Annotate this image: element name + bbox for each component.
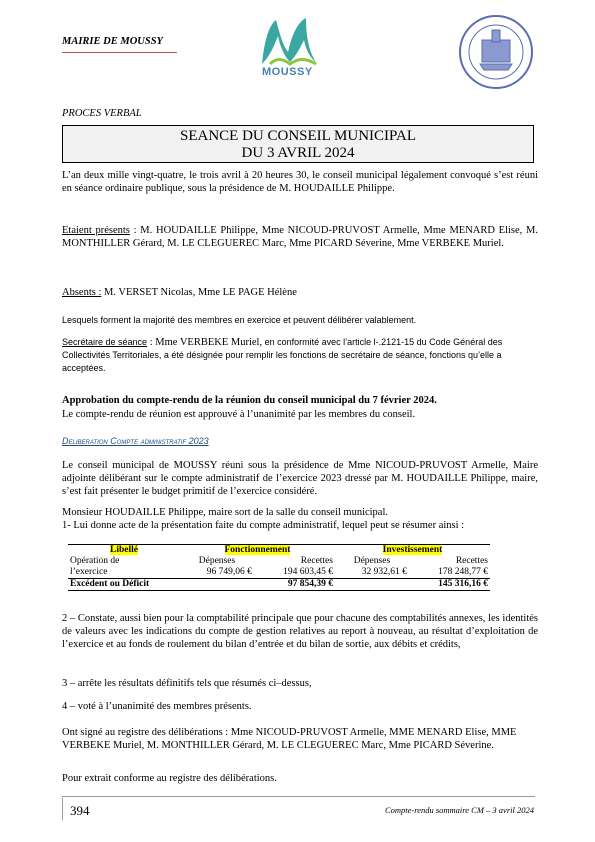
secretaire-name: : Mme VERBEKE Muriel, bbox=[147, 337, 263, 348]
point-1: 1- Lui donne acte de la présentation faite du compte administratif, lequel peut se résumer ainsi : bbox=[62, 520, 465, 531]
point-2: 2 – Constate, aussi bien pour la comptabilité principale que pour chacune des comptabilités annexes, les identités de valeurs avec les indications du compte de gestion relatives au report à nouveau, au résultat d’exploitation de l’exercice et au fonds de roulement du bilan d’entrée et du bilan de sortie, aux débits et crédits, bbox=[62, 613, 538, 650]
deliberation-paragraph: Le conseil municipal de MOUSSY réuni sous la présidence de Mme NICOUD-PRUVOST Armelle, Maire adjointe délibérant sur le compte administratif de l’exercice 2023 dressé par M. HOUDAILLE Philippe, maire, s’est fait présenter le budget primitif de l’exercice considéré. bbox=[62, 460, 538, 497]
mairie-header: MAIRIE DE MOUSSY bbox=[62, 36, 163, 47]
deliberation-title: Deliberation Compte administratif 2023 bbox=[62, 436, 209, 446]
col-fonctionnement: Fonctionnement bbox=[224, 545, 291, 555]
i-recettes-header: Recettes bbox=[455, 556, 488, 566]
f-depenses-value: 96 749,06 € bbox=[206, 567, 252, 577]
town-seal bbox=[458, 14, 534, 90]
f-excedent-value: 97 854,39 € bbox=[254, 579, 335, 591]
f-recettes-header: Recettes bbox=[300, 556, 333, 566]
presents-text: : M. HOUDAILLE Philippe, Mme NICOUD-PRUVOST Armelle, Mme MENARD Elise, M. MONTHILLER Gérard, M. LE CLEGUEREC Marc, Mme PICARD Séverine, Mme VERBEKE Muriel. bbox=[62, 225, 538, 249]
seal-icon bbox=[458, 14, 534, 90]
proces-verbal-label: PROCES VERBAL bbox=[62, 108, 142, 119]
i-depenses-value: 32 932,61 € bbox=[361, 567, 407, 577]
footer-divider bbox=[62, 796, 535, 797]
approbation-heading: Approbation du compte-rendu de la réunion du conseil municipal du 7 février 2024. bbox=[62, 395, 437, 406]
signatures-paragraph: Ont signé au registre des délibérations : Mme NICOUD-PRUVOST Armelle, MME MENARD Elise, MME VERBEKE Muriel, M. MONTHILLER Gérard, M. LE CLEGUEREC Marc, Mme PICARD Séverine. bbox=[62, 727, 517, 751]
secretaire-label: Secrétaire de séance bbox=[62, 337, 148, 347]
row-label-1: Opération de bbox=[70, 556, 120, 566]
f-depenses-header: Dépenses bbox=[198, 556, 236, 566]
page-number-bar bbox=[62, 798, 63, 820]
header-underline bbox=[62, 52, 177, 53]
point-3: 3 – arrête les résultats définitifs tels que résumés ci–dessus, bbox=[62, 678, 312, 689]
f-recettes-value: 194 603,45 € bbox=[283, 567, 333, 577]
title-line1: SEANCE DU CONSEIL MUNICIPAL bbox=[180, 128, 416, 144]
absents-paragraph bbox=[62, 286, 538, 299]
page-number: 394 bbox=[70, 803, 90, 818]
financial-table bbox=[68, 544, 490, 591]
i-recettes-value: 178 248,77 € bbox=[438, 567, 488, 577]
presents-label: Etaient présents bbox=[62, 225, 130, 236]
intro-paragraph: L’an deux mille vingt-quatre, le trois avril à 20 heures 30, le conseil municipal légalement convoqué s’est réuni en séance ordinaire publique, sous la présidence de M. HOUDAILLE Philippe. bbox=[62, 170, 538, 194]
logo-mark-icon bbox=[250, 14, 332, 70]
point-4: 4 – voté à l’unanimité des membres présents. bbox=[62, 701, 252, 712]
houdaille-line: Monsieur HOUDAILLE Philippe, maire sort de la salle du conseil municipal. bbox=[62, 507, 389, 518]
approbation-text: Le compte-rendu de réunion est approuvé à l’unanimité par les membres du conseil. bbox=[62, 409, 416, 420]
secretaire-text: en conformité avec l’article l-.2121-15 du Code Général des Collectivités Territoriales, a été désignée pour remplir les fonctions de secrétaire de séance, fonctions qu’elle a acceptées. bbox=[62, 337, 503, 373]
logo-text: MOUSSY bbox=[262, 66, 313, 78]
presents-paragraph bbox=[62, 224, 538, 250]
footer-caption: Compte-rendu sommaire CM – 3 avril 2024 bbox=[384, 805, 534, 815]
col-investissement: Investissement bbox=[382, 545, 443, 555]
quorum-paragraph: Lesquels forment la majorité des membres en exercice et peuvent délibérer valablement. bbox=[62, 315, 417, 325]
absents-text: M. VERSET Nicolas, Mme LE PAGE Hélène bbox=[101, 287, 297, 298]
moussy-logo bbox=[250, 14, 332, 84]
i-excedent-value: 145 316,16 € bbox=[409, 579, 490, 591]
title-line2: DU 3 AVRIL 2024 bbox=[241, 145, 355, 161]
row-label-2: l’exercice bbox=[70, 567, 108, 577]
extrait-line: Pour extrait conforme au registre des délibérations. bbox=[62, 773, 277, 784]
i-depenses-header: Dépenses bbox=[353, 556, 391, 566]
col-libelle: Libellé bbox=[110, 545, 138, 555]
absents-label: Absents : bbox=[62, 287, 102, 298]
excedent-label: Excédent ou Déficit bbox=[68, 579, 180, 591]
secretaire-paragraph bbox=[62, 336, 538, 375]
title-box bbox=[62, 125, 534, 163]
